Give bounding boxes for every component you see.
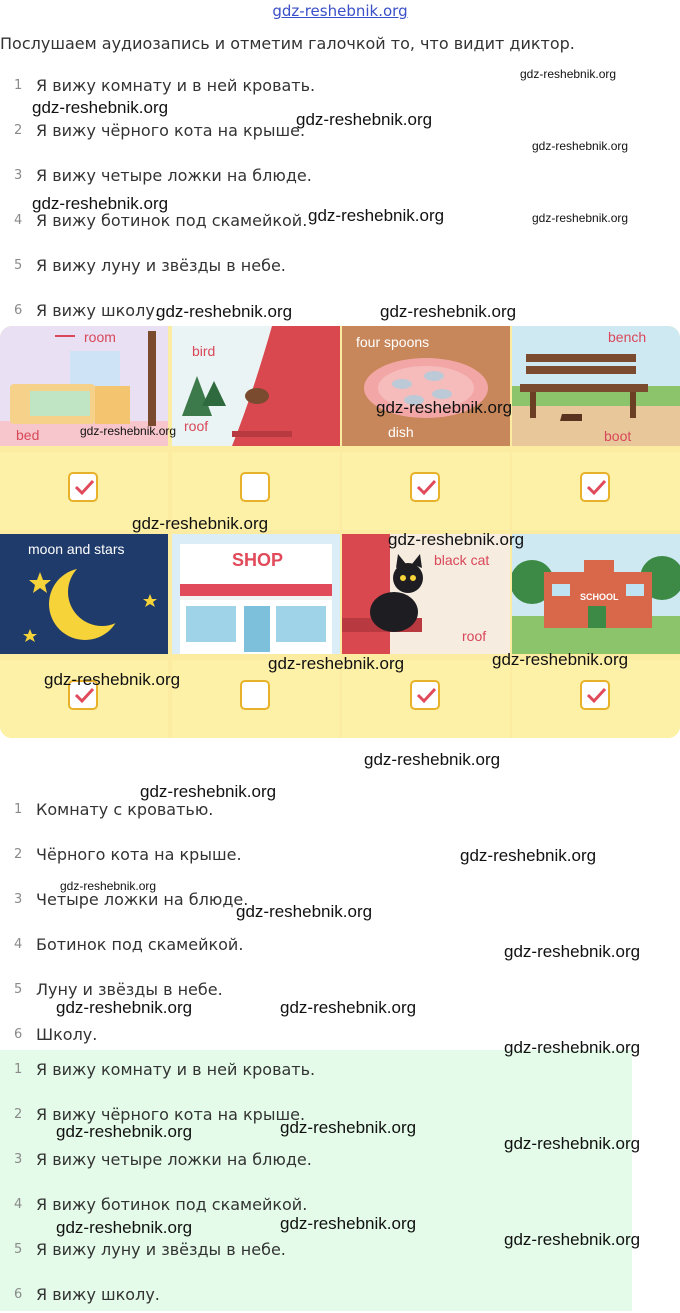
watermark: gdz-reshebnik.org [532,211,629,225]
list-item [0,299,680,329]
checkbox-cell [512,452,680,530]
item-number: 4 [14,1197,23,1212]
watermark: gdz-reshebnik.org [268,654,405,673]
bench-boot-illustration [512,326,680,446]
list-item [0,798,680,828]
checkbox-room[interactable] [68,472,98,502]
item-number: 1 [14,802,23,817]
checkbox-cell [512,660,680,738]
item-number: 4 [14,937,23,952]
check-icon [415,684,437,706]
watermark: gdz-reshebnik.org [32,98,169,117]
label-bench: bench [608,329,647,345]
instruction: Послушаем аудиозапись и отметим галочкой то, что видит диктор. [0,34,575,53]
item-number: 3 [14,168,23,183]
watermark: gdz-reshebnik.org [56,1122,193,1141]
watermark: gdz-reshebnik.org [296,110,433,129]
checkbox-spoons[interactable] [410,472,440,502]
item-text: Я вижу ботинок под скамейкой. [36,1195,308,1214]
checkbox-bench[interactable] [580,472,610,502]
watermark: gdz-reshebnik.org [380,302,517,321]
item-number: 6 [14,1027,23,1042]
watermark: gdz-reshebnik.org [308,206,445,225]
label-bed: bed [16,427,40,443]
label-shop: SHOP [232,550,284,570]
item-number: 1 [14,78,23,93]
item-text: Я вижу луну и звёзды в небе. [36,1240,286,1259]
watermark: gdz-reshebnik.org [156,302,293,321]
item-text: Я вижу чёрного кота на крыше. [36,121,306,140]
item-text: Я вижу луну и звёзды в небе. [36,256,286,275]
list-item [0,1058,680,1088]
checkbox-cat[interactable] [410,680,440,710]
watermark: gdz-reshebnik.org [504,1134,641,1153]
item-number: 3 [14,1152,23,1167]
watermark: gdz-reshebnik.org [364,750,501,769]
checkbox-shop[interactable] [240,680,270,710]
watermark: gdz-reshebnik.org [504,942,641,961]
label-roof: roof [184,418,209,434]
check-icon [73,476,95,498]
label-black-cat: black cat [434,552,490,568]
picture-shop [172,534,340,654]
watermark: gdz-reshebnik.org [376,398,513,417]
watermark: gdz-reshebnik.org [460,846,597,865]
item-text: Я вижу школу. [36,301,160,320]
item-number: 2 [14,1107,23,1122]
item-text: Комнату с кроватью. [36,800,214,819]
watermark: gdz-reshebnik.org [140,782,277,801]
picture-cat [342,534,510,654]
watermark: gdz-reshebnik.org [492,650,629,669]
watermark: gdz-reshebnik.org [236,902,373,921]
watermark: gdz-reshebnik.org [388,530,525,549]
check-icon [585,684,607,706]
watermark: gdz-reshebnik.org [80,424,177,438]
picture-spoons [342,326,513,446]
picture-bench [512,326,680,446]
watermark: gdz-reshebnik.org [280,1214,417,1233]
item-number: 3 [14,892,23,907]
item-text: Я вижу четыре ложки на блюде. [36,166,312,185]
label-dish: dish [388,424,414,440]
picture-school [512,534,680,654]
item-number: 2 [14,847,23,862]
list-item [0,1283,680,1313]
item-text: Я вижу четыре ложки на блюде. [36,1150,312,1169]
item-text: Чёрного кота на крыше. [36,845,242,864]
label-room: room [84,329,116,345]
item-text: Я вижу комнату и в ней кровать. [36,76,316,95]
watermark: gdz-reshebnik.org [520,67,617,81]
label-roof: roof [462,628,487,644]
item-number: 6 [14,303,23,318]
site-link[interactable]: gdz-reshebnik.org [272,2,408,20]
checkbox-bird[interactable] [240,472,270,502]
label-school: SCHOOL [580,592,619,602]
item-text: Я вижу чёрного кота на крыше. [36,1105,306,1124]
list-item [0,254,680,284]
item-text: Ботинок под скамейкой. [36,935,244,954]
item-number: 1 [14,1062,23,1077]
label-moon-and-stars: moon and stars [28,541,125,557]
item-text: Четыре ложки на блюде. [36,890,249,909]
watermark: gdz-reshebnik.org [44,670,181,689]
watermark: gdz-reshebnik.org [32,194,169,213]
watermark: gdz-reshebnik.org [60,879,157,893]
item-text: Я вижу ботинок под скамейкой. [36,211,308,230]
label-four-spoons: four spoons [356,334,430,350]
list-item [0,164,680,194]
picture-bird [172,326,340,446]
check-icon [415,476,437,498]
item-text: Я вижу комнату и в ней кровать. [36,1060,316,1079]
item-number: 6 [14,1287,23,1302]
item-text: Я вижу школу. [36,1285,160,1304]
checkbox-cell [342,452,510,530]
watermark: gdz-reshebnik.org [132,514,269,533]
item-number: 5 [14,1242,23,1257]
watermark: gdz-reshebnik.org [280,1118,417,1137]
label-boot: boot [604,428,632,444]
item-text: Луну и звёзды в небе. [36,980,223,999]
watermark: gdz-reshebnik.org [504,1230,641,1249]
item-number: 2 [14,123,23,138]
watermark: gdz-reshebnik.org [504,1038,641,1057]
answer-highlight-panel [0,1050,632,1311]
check-icon [585,476,607,498]
watermark: gdz-reshebnik.org [56,998,193,1017]
watermark: gdz-reshebnik.org [532,139,629,153]
label-bird: bird [192,343,216,359]
watermark: gdz-reshebnik.org [280,998,417,1017]
checkbox-school[interactable] [580,680,610,710]
item-number: 5 [14,982,23,997]
watermark: gdz-reshebnik.org [56,1218,193,1237]
item-text: Школу. [36,1025,98,1044]
item-number: 4 [14,213,23,228]
picture-moon [0,534,168,654]
item-number: 5 [14,258,23,273]
